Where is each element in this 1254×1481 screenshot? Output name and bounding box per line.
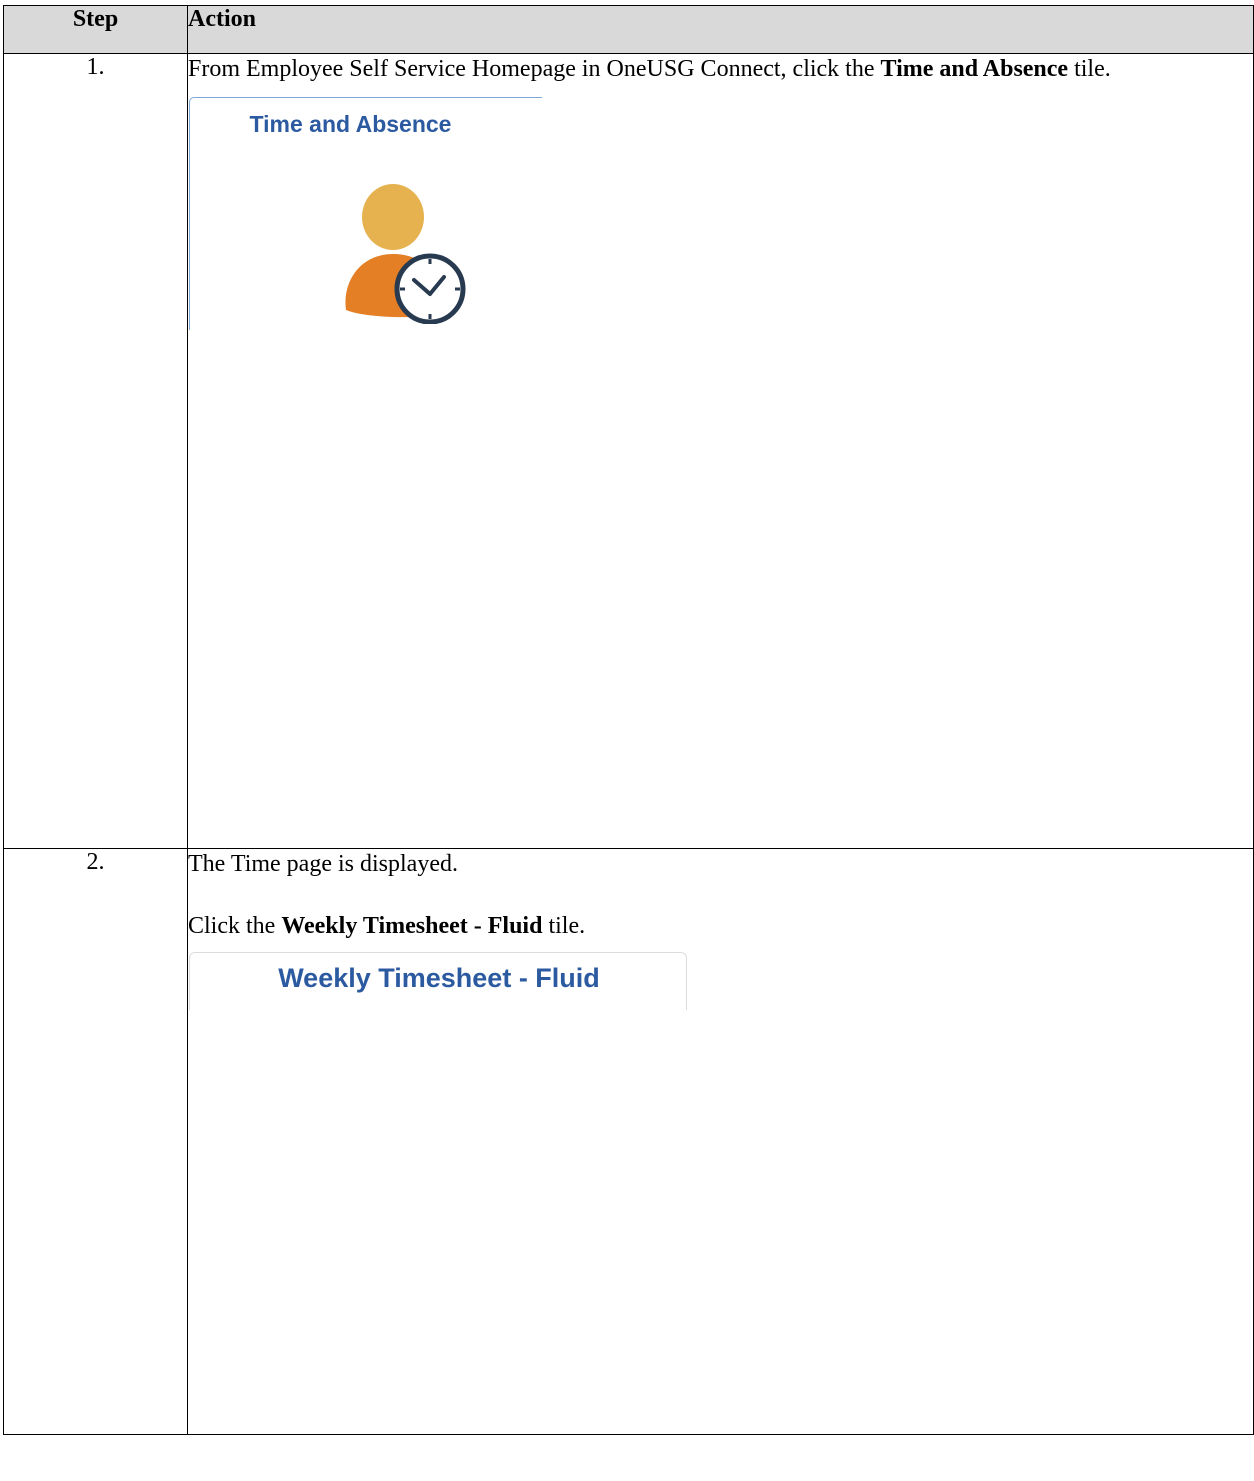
instruction-bold: Time and Absence (880, 56, 1069, 82)
step-number: 1. (4, 54, 188, 849)
step-column-header: Step (4, 6, 188, 54)
action-cell (188, 849, 1254, 1435)
instruction-text-part: tile. (542, 913, 586, 939)
table-row (4, 849, 1254, 1435)
weekly-timesheet-fluid-tile[interactable] (189, 952, 687, 1010)
instruction-text (188, 911, 1253, 941)
tile-title: Time and Absence (249, 111, 452, 137)
table-row (4, 54, 1254, 849)
action-column-header: Action (188, 6, 1254, 54)
instruction-text-part: Click the (188, 913, 282, 939)
clock-face (397, 256, 463, 322)
table-header-row (4, 6, 1254, 54)
instruction-text (188, 54, 1253, 84)
person-clock-icon (338, 184, 468, 324)
status-text: The Time page is displayed. (188, 851, 458, 877)
instruction-text-part: tile. (1068, 56, 1111, 82)
tile-title: Weekly Timesheet - Fluid (278, 963, 600, 993)
time-and-absence-tile[interactable] (189, 97, 542, 330)
procedure-table (3, 5, 1254, 1435)
instruction-bold: Weekly Timesheet - Fluid (281, 913, 543, 939)
step-number: 2. (4, 849, 188, 1435)
action-cell (188, 54, 1254, 849)
instruction-text-part: From Employee Self Service Homepage in OneUSG Connect, click the (188, 56, 881, 82)
person-head (362, 184, 424, 250)
